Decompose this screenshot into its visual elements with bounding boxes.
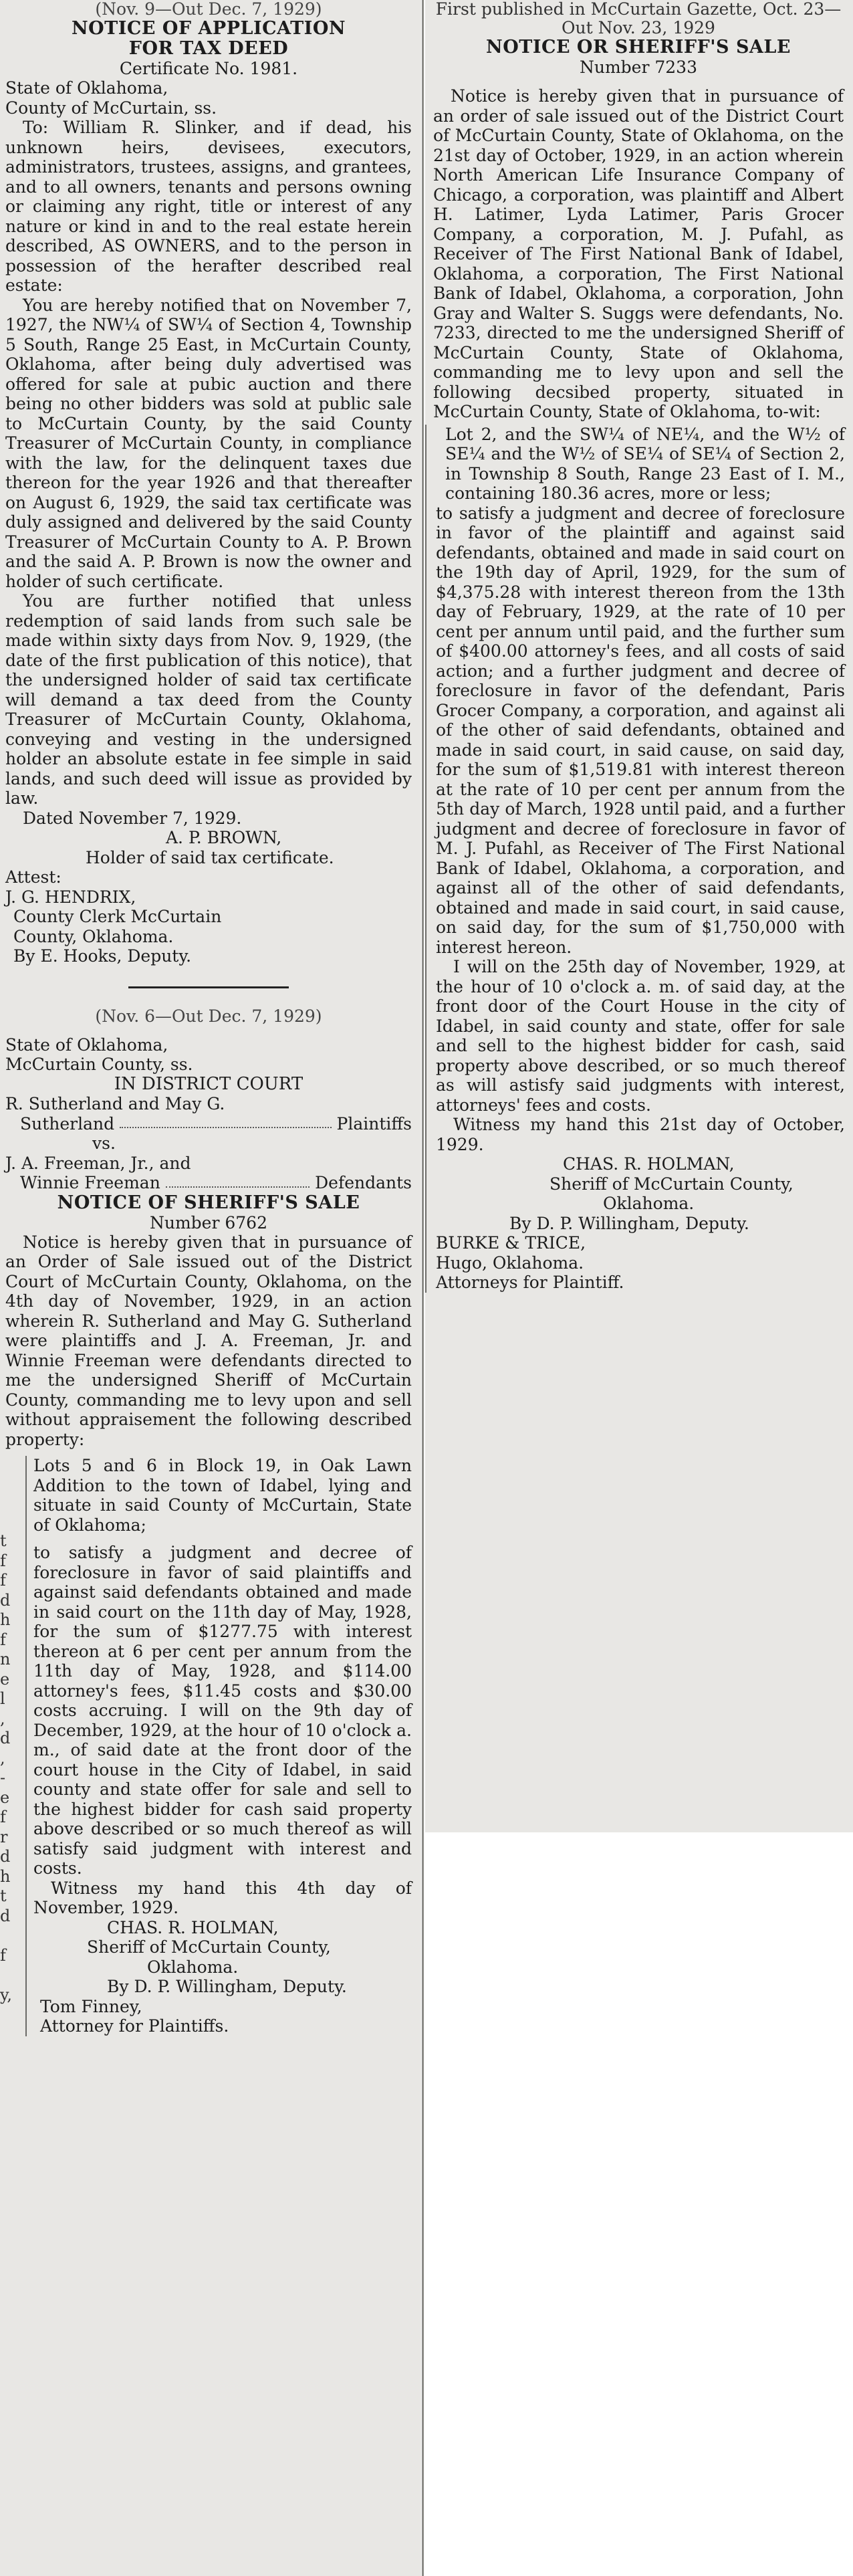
notice1-attest: Attest: — [5, 867, 62, 887]
left-column — [0, 0, 421, 2576]
notice3-deputy: By D. P. Willingham, Deputy. — [509, 1213, 749, 1233]
notice2-venue-state: State of Oklahoma, — [5, 1035, 168, 1055]
notice3-number: Number 7233 — [579, 58, 697, 77]
notice1-signer: A. P. BROWN, — [166, 828, 282, 847]
margin-letter: d — [0, 1590, 11, 1610]
margin-letter: , — [0, 1709, 5, 1728]
notice1-venue-county: County of McCurtain, ss. — [5, 98, 217, 118]
notice2-attorney: Tom Finney, — [40, 1996, 142, 2016]
notice2-plaintiff-row — [5, 1114, 412, 1134]
notice2-sheriff: CHAS. R. HOLMAN, — [107, 1917, 279, 1937]
margin-letter: d — [0, 1847, 11, 1866]
notice3-firm: BURKE & TRICE, — [436, 1233, 586, 1253]
margin-letter: d — [0, 1729, 11, 1747]
notice1-deputy: By E. Hooks, Deputy. — [13, 946, 192, 966]
notice1-title-line1: NOTICE OF APPLICATION — [71, 18, 346, 39]
notice2-venue-county: McCurtain County, ss. — [5, 1055, 193, 1074]
margin-letter: r — [0, 1827, 8, 1846]
margin-letter — [0, 1926, 11, 1946]
notice3-firm-role: Attorneys for Plaintiff. — [436, 1273, 624, 1292]
notice2-vs: vs. — [92, 1134, 116, 1153]
notice1-clerk: J. G. HENDRIX, — [5, 887, 136, 907]
leader-dots — [120, 1114, 331, 1129]
notice2-sheriff-title-1: Sheriff of McCurtain County, — [87, 1937, 331, 1957]
margin-letter: d — [0, 1906, 11, 1925]
margin-letter: h — [0, 1866, 11, 1886]
cropped-margin-letters — [0, 1531, 11, 2005]
notice1-clerk-title-1: County Clerk McCurtain — [13, 907, 222, 926]
margin-letter: h — [0, 1610, 11, 1629]
notice2-attorney-role: Attorney for Plaintiffs. — [40, 2016, 229, 2036]
notice2-plaintiff-line1: R. Sutherland and May G. — [5, 1094, 225, 1113]
notice3-property: Lot 2, and the SW¼ of NE¼, and the W½ of SE¼ and the W½ of SE¼ of SE¼ of Section 2, in Township 8 South, Range 23 East of I. M., containing 180.36 acres, more or less; — [445, 424, 845, 503]
notice2-defendant-line2: Winnie Freeman — [20, 1173, 160, 1192]
notice2-witness: Witness my hand this 4th day of November, 1929. — [33, 1878, 412, 1917]
margin-letter: n — [0, 1650, 11, 1669]
notice2-defendant-line1: J. A. Freeman, Jr., and — [5, 1153, 191, 1173]
notice2-paragraph-1: Notice is hereby given that in pursuance of an Order of Sale issued out of the District Court of McCurtain County, Oklahoma, on the 4th day of November, 1929, in an action wherein R. Sutherland and May G. Sutherland were plaintiffs and J. A. Freeman, Jr. and Winnie Freeman were defendants directed to me the undersigned Sheriff of McCurtain County, commanding me to levy upon and sell without appraisement the following described property: — [5, 1232, 412, 1449]
notice3-sheriff-title-2: Oklahoma. — [603, 1194, 695, 1213]
notice1-title-line2: FOR TAX DEED — [128, 38, 289, 59]
margin-letter: , — [0, 1748, 5, 1767]
notice2-property-block — [25, 1456, 412, 2036]
margin-letter: f — [0, 1571, 6, 1590]
notice3-property-block — [425, 425, 853, 1293]
notice2-dateline: (Nov. 6—Out Dec. 7, 1929) — [95, 1006, 322, 1026]
notice3-paragraph-3: I will on the 25th day of November, 1929, at the hour of 10 o'clock a. m. of said day, at the front door of the Court House in the city of Idabel, in said county and state, offer for sale and sell to the highest bidder for cash, said property above described, or so much thereof as will astisfy said judgments with interest, attorneys' fees and costs. — [436, 957, 845, 1115]
margin-letter: y, — [0, 1985, 12, 2004]
margin-letter — [0, 1965, 11, 1985]
column-rule — [422, 0, 424, 2576]
margin-letter: f — [0, 1808, 6, 1826]
notice2-deputy: By D. P. Willingham, Deputy. — [107, 1977, 347, 1996]
notice2-plaintiffs-label: Plaintiffs — [336, 1113, 412, 1134]
section-divider — [128, 986, 289, 988]
leader-dots — [166, 1173, 310, 1188]
margin-letter: e — [0, 1788, 10, 1807]
notice3-sheriff: CHAS. R. HOLMAN, — [563, 1154, 735, 1174]
notice3-dateline: First published in McCurtain Gazette, Oct. 23—Out Nov. 23, 1929 — [435, 0, 842, 37]
notice1-paragraph-1: To: William R. Slinker, and if dead, his unknown heirs, devisees, executors, administrators, trustees, assigns, and grantees, and to all owners, tenants and persons owning or claiming any right, title or interest of any nature or kind in and to the real estate herein described, AS OWNERS, and to the person in possession of the herafter described real estate: — [5, 118, 412, 295]
notice2-plaintiff-line2: Sutherland — [20, 1113, 115, 1134]
notice2-defendant-row — [5, 1173, 412, 1193]
notice2-title: NOTICE OF SHERIFF'S SALE — [57, 1192, 360, 1213]
margin-letter: f — [0, 1945, 6, 1965]
notice1-paragraph-3: You are further notified that unless redemption of said lands from such sale be made within sixty days from Nov. 9, 1929, (the date of the first publication of this notice), that the undersigned holder of said tax certificate will demand a tax deed from the County Treasurer of McCurtain County, Oklahoma, conveying and vesting in the undersigned holder an absolute estate in fee simple in said lands, and such deed will issue as provided by law. — [5, 591, 412, 808]
notice3-paragraph-1: Notice is hereby given that in pursuance of an order of sale issued out of the District Court of McCurtain County, State of Oklahoma, on the 21st day of October, 1929, in an action wherein North American Life Insurance Company of Chicago, a corporation, was plaintiff and Albert H. Latimer, Lyda Latimer, Paris Grocer Company, a corporation, M. J. Pufahl, as Receiver of The First National Bank of Idabel, Oklahoma, a corporation, The First National Bank of Idabel, Oklahoma, a corporation, John Gray and Walter S. Suggs were defendants, No. 7233, directed to me the undersigned Sheriff of McCurtain County, State of Oklahoma, commanding me to levy upon and sell the following decsibed property, situated in McCurtain County, State of Oklahoma, to-wit: — [433, 86, 844, 421]
margin-letter: e — [0, 1669, 10, 1689]
margin-letter: f — [0, 1630, 6, 1649]
margin-letter: t — [0, 1887, 7, 1905]
notice3-title: NOTICE OR SHERIFF'S SALE — [486, 37, 791, 58]
notice1-signer-role: Holder of said tax certificate. — [86, 847, 334, 867]
notice2-paragraph-2: to satisfy a judgment and decree of foreclosure in favor of said plaintiffs and against said defendants obtained and made in said court on the 11th day of May, 1928, for the sum of $1277.75 with interest thereon at 6 per cent per annum from the 11th day of May, 1928, and $114.00 attorney's fees, $11.45 costs and $30.00 costs accruing. I will on the 9th day of December, 1929, at the hour of 10 o'clock a. m., of said date at the front door of the court house in the City of Idabel, in said county and state offer for sale and sell to the highest bidder for cash said property above described or so much thereof as will satisfy said judgment with interest and costs. — [33, 1543, 412, 1878]
margin-letter: f — [0, 1551, 6, 1570]
notice3-sheriff-title-1: Sheriff of McCurtain County, — [550, 1174, 794, 1194]
notice1-dateline: (Nov. 9—Out Dec. 7, 1929) — [95, 0, 322, 19]
notice2-property: Lots 5 and 6 in Block 19, in Oak Lawn Addition to the town of Idabel, lying and situate in said County of McCurtain, State of Oklahoma; — [33, 1456, 412, 1535]
notice1-clerk-title-2: County, Oklahoma. — [13, 926, 174, 946]
notice3-paragraph-2: to satisfy a judgment and decree of foreclosure in favor of the plaintiff and against said defendants, obtained and made in said court on the 19th day of April, 1929, for the sum of $4,375.28 with interest thereon from the 13th day of February, 1929, at the rate of 10 per cent per annum until paid, and the further sum of $400.00 attorney's fees, and all costs of said action; and a further judgment and decree of foreclosure in favor of the defendant, Paris Grocer Company, a corporation, and against ali of the other of said defendants, obtained and made in said court, in said cause, on said day, for the sum of $1,519.81 with interest thereon at the rate of 10 per cent per annum from the 5th day of March, 1928 until paid, and a further judgment and decree of foreclosure in favor of M. J. Pufahl, as Receiver of The First National Bank of Idabel, Oklahoma, a corporation, and against all of the other of said defendants, obtained and made in said court, in said cause, on said day, for the sum of $1,750,000 with interest hereon. — [436, 503, 845, 957]
notice2-defendants-label: Defendants — [315, 1173, 412, 1192]
margin-letter: t — [0, 1531, 7, 1550]
notice2-number: Number 6762 — [149, 1212, 267, 1232]
right-column — [425, 0, 853, 1832]
notice1-dated: Dated November 7, 1929. — [23, 808, 242, 828]
margin-letter: l — [0, 1689, 5, 1708]
notice2-court: IN DISTRICT COURT — [114, 1073, 303, 1094]
notice1-venue-state: State of Oklahoma, — [5, 78, 168, 98]
notice3-witness: Witness my hand this 21st day of October, 1929. — [436, 1115, 845, 1154]
notice2-sheriff-title-2: Oklahoma. — [147, 1957, 239, 1977]
notice1-certificate: Certificate No. 1981. — [119, 59, 298, 78]
notice1-paragraph-2: You are hereby notified that on November 7, 1927, the NW¼ of SW¼ of Section 4, Township 5 South, Range 25 East, in McCurtain County, Oklahoma, after being duly advertised was offered for sale at pubic auction and there being no other bidders was sold at public sale to McCurtain County, by the said County Treasurer of McCurtain County, in compliance with the law, for the delinquent taxes due thereon for the year 1926 and that thereafter on August 6, 1929, the said tax certificate was duly assigned and delivered by the said County Treasurer of McCurtain County to A. P. Brown and the said A. P. Brown is now the owner and holder of such certificate. — [5, 295, 412, 591]
notice3-firm-city: Hugo, Oklahoma. — [436, 1253, 584, 1273]
margin-letter: - — [0, 1768, 6, 1787]
